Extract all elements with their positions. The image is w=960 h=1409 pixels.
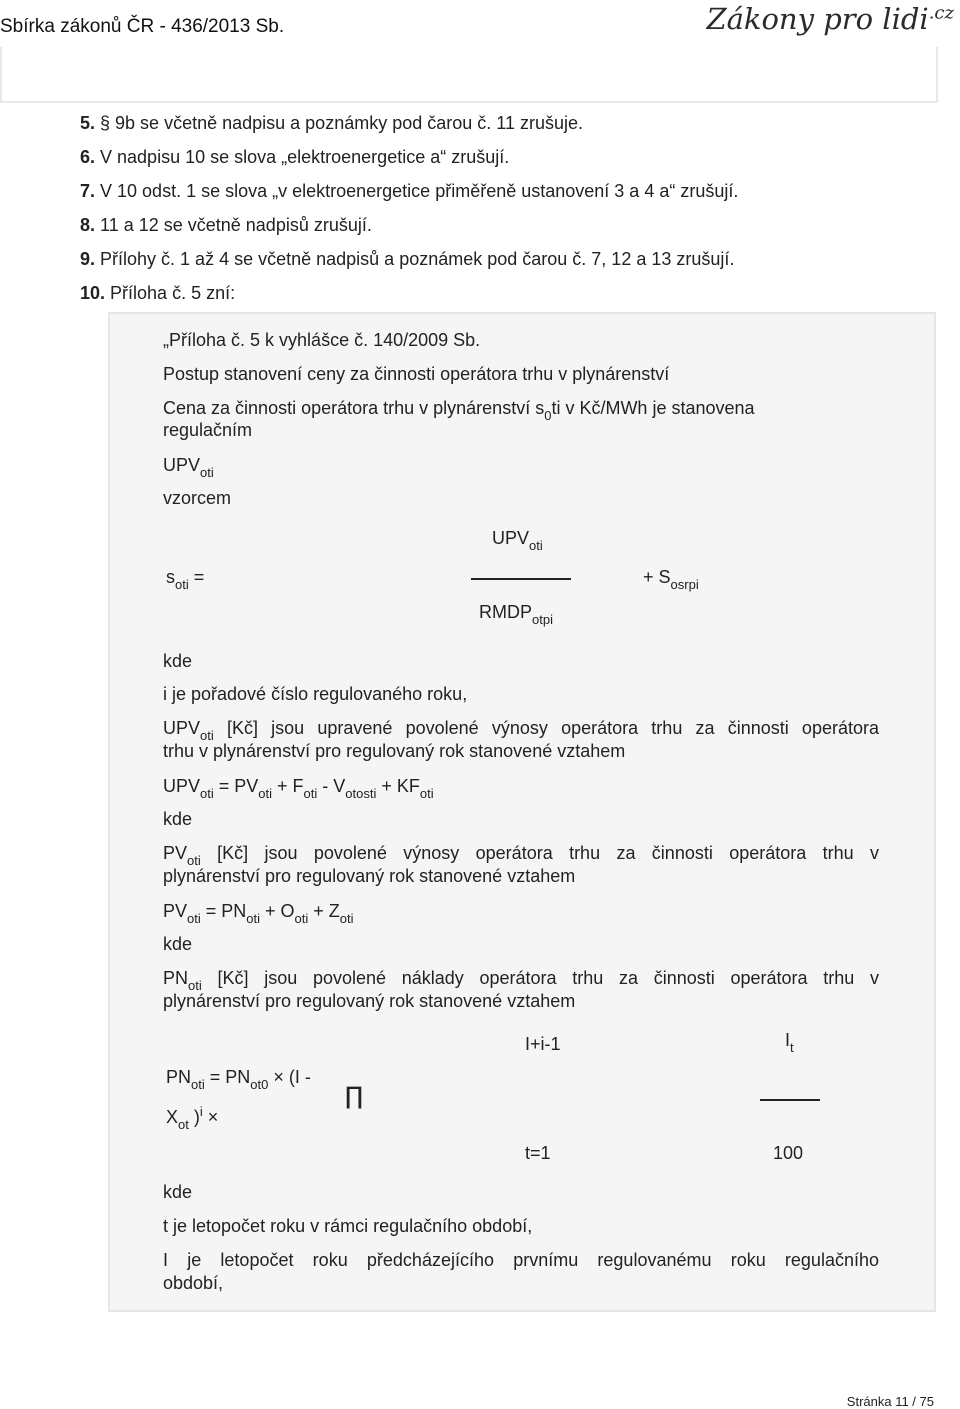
kde-label: kde xyxy=(163,1182,193,1202)
kde-label: kde xyxy=(163,809,193,829)
definition-upv: $UPV_{oti}$ [Kč] jsou upravené povolené výnosy operátora trhu za činnosti operátora xyxy=(163,718,879,743)
kde-label: kde xyxy=(163,651,193,671)
previous-section-box xyxy=(0,47,938,103)
list-item: 10. Příloha č. 5 zní: xyxy=(80,283,236,303)
annex-box xyxy=(108,312,936,1312)
logo-text: Zákony pro lidi xyxy=(706,2,929,36)
formula-pv: $PV_{oti} = PN_{oti} + O_{oti} + Z_{oti}$ xyxy=(163,901,354,926)
formula-pn: $PN_{oti} = PN_{ot0} \times (I$ - xyxy=(166,1067,311,1092)
list-item: 5. § 9b se včetně nadpisu a poznámky pod čarou č. 11 zrušuje. xyxy=(80,113,583,133)
annex-subtitle: Postup stanovení ceny za činnosti operátora trhu v plynárenství xyxy=(163,364,670,384)
definition-pv-cont: plynárenství pro regulovaný rok stanovené vztahem xyxy=(163,866,576,886)
product-upper-limit: I+i-1 xyxy=(525,1034,561,1054)
definition-pn: $PN_{oti}$ [Kč] jsou povolené náklady operátora trhu za činnosti operátora trhu v xyxy=(163,968,879,993)
annex-title: „Příloha č. 5 k vyhlášce č. 140/2009 Sb. xyxy=(163,330,481,350)
definition-upv-cont: trhu v plynárenství pro regulovaný rok stanovené vztahem xyxy=(163,741,626,761)
formula-pn-cont: $X_{ot}$ )$^i$ × xyxy=(166,1104,219,1132)
fraction-line xyxy=(760,1099,820,1101)
list-item: 8. 11 a 12 se včetně nadpisů zrušují. xyxy=(80,215,372,235)
kde-label: kde xyxy=(163,934,193,954)
definition-pv: $PV_{oti}$ [Kč] jsou povolené výnosy operátora trhu za činnosti operátora trhu v xyxy=(163,843,879,868)
definition-pn-cont: plynárenství pro regulovaný rok stanovené vztahem xyxy=(163,991,576,1011)
definition-i: i je pořadové číslo regulovaného roku, xyxy=(163,684,468,704)
paragraph-intro-cont: regulačním xyxy=(163,420,253,440)
site-logo[interactable] xyxy=(706,2,954,36)
formula-s-plus: + $S_{osrpi}$ xyxy=(643,567,699,592)
document-header-title: Sbírka zákonů ČR - 436/2013 Sb. xyxy=(0,16,285,37)
list-item: 9. Přílohy č. 1 až 4 se včetně nadpisů a poznámek pod čarou č. 7, 12 a 13 zrušují. xyxy=(80,249,735,269)
list-item: 6. V nadpisu 10 se slova „elektroenergetice a“ zrušují. xyxy=(80,147,510,167)
paragraph-intro: Cena za činnosti operátora trhu v plynárenství $s_0ti$ v Kč/MWh je stanovena xyxy=(163,398,755,423)
logo-suffix: .cz xyxy=(928,2,954,24)
fraction-numerator: $UPV_{oti}$ xyxy=(492,528,543,553)
upv-symbol: $UPV_{oti}$ xyxy=(163,455,214,480)
page-number: Stránka 11 / 75 xyxy=(846,1394,934,1409)
product-lower-limit: t=1 xyxy=(525,1143,551,1163)
fraction-line xyxy=(471,578,571,580)
definition-t: t je letopočet roku v rámci regulačního období, xyxy=(163,1216,533,1236)
definition-l-cont: období, xyxy=(163,1273,224,1293)
vzorcem-text: vzorcem xyxy=(163,488,232,508)
list-item: 7. V 10 odst. 1 se slova „v elektroenergetice přiměřeně ustanovení 3 a 4 a“ zrušují. xyxy=(80,181,739,201)
formula-upv: $UPV_{oti} = PV_{oti} + F_{oti} - V_{otosti} + KF_{oti}$ xyxy=(163,776,434,801)
denominator-100: 100 xyxy=(773,1143,804,1163)
definition-l: I je letopočet roku předcházejícího prvnímu regulovanému roku regulačního xyxy=(163,1250,879,1270)
formula-s-lhs: $s_{oti}$ = xyxy=(166,567,205,592)
fraction-denominator: $RMDP_{otpi}$ xyxy=(479,602,553,627)
product-symbol: ∏ xyxy=(345,1082,364,1110)
index-I-t: $I_t$ xyxy=(785,1030,794,1055)
